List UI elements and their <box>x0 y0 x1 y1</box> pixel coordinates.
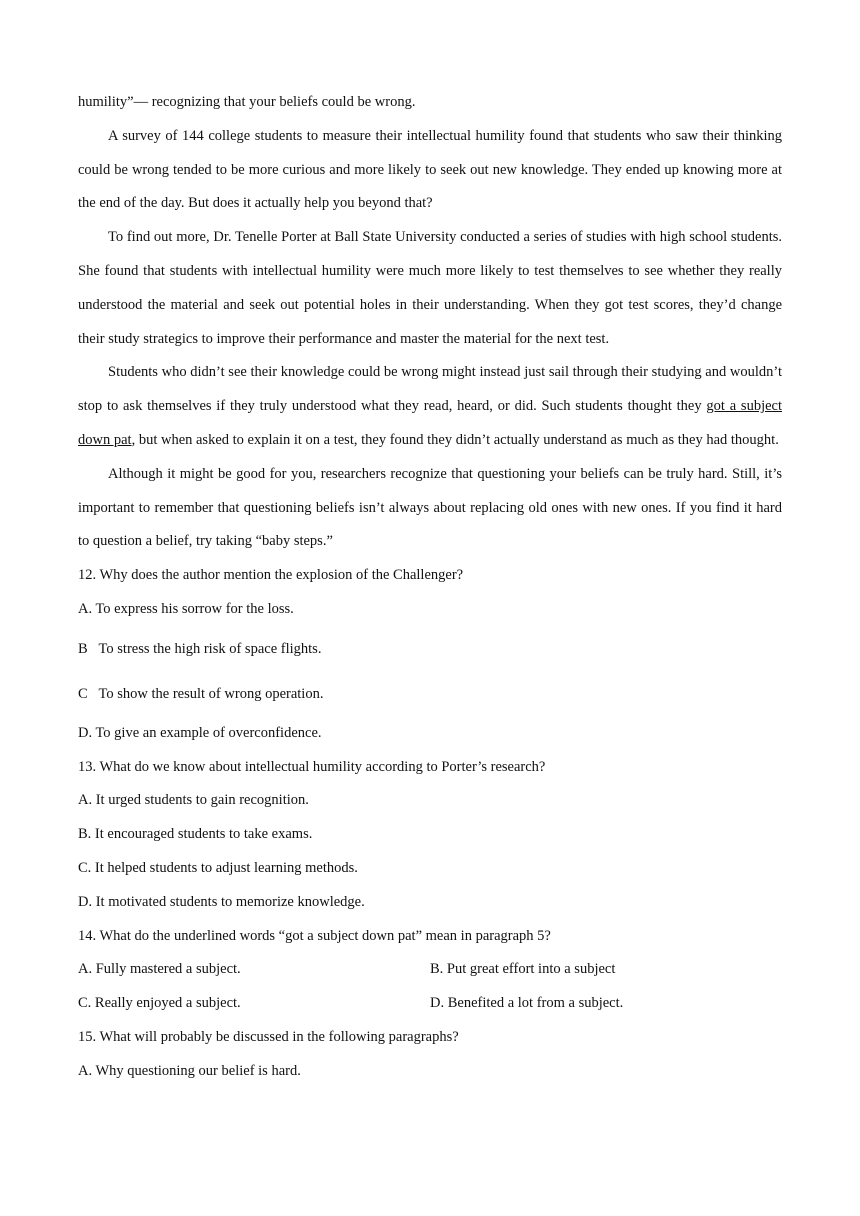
passage-paragraph-1: A survey of 144 college students to measure their intellectual humility found that students who saw their thinking could be wrong tended to be more curious and more likely to seek out new knowledge. They ended up knowing more at the end of the day. But does it actually help you beyond that? <box>78 127 782 212</box>
question-12-option-d: D. To give an example of overconfidence. <box>78 724 322 741</box>
question-14-option-b: B. Put great effort into a subject <box>430 961 616 978</box>
passage-paragraph-2: To find out more, Dr. Tenelle Porter at Ball State University conducted a series of studies with high school students. She found that students with intellectual humility were much more likely to test themselves to see whether they really understood the material and seek out potential holes in their understanding. When they got test scores, they’d change their study strategics to improve their performance and master the material for the next test. <box>78 229 782 347</box>
underlined-phrase: got a subject down pat <box>78 398 782 448</box>
question-14 <box>78 920 782 1021</box>
question-12-option-b: B To stress the high risk of space flights. <box>78 640 322 657</box>
question-12-option-a: A. To express his sorrow for the loss. <box>78 600 294 617</box>
question-12 <box>78 559 782 750</box>
question-15 <box>78 1021 782 1089</box>
question-14-options-row-1 <box>78 953 782 987</box>
question-15-option-a: A. Why questioning our belief is hard. <box>78 1062 301 1079</box>
question-14-option-c: C. Really enjoyed a subject. <box>78 995 241 1012</box>
passage-paragraph-3-text-before: Students who didn’t see their knowledge could be wrong might instead just sail through their studying and wouldn’t stop to ask themselves if they truly understood what they read, heard, or did. Such students thought they <box>78 364 782 415</box>
question-13-option-a: A. It urged students to gain recognition. <box>78 792 309 809</box>
question-13-option-d: D. It motivated students to memorize knowledge. <box>78 893 365 910</box>
question-13-option-c: C. It helped students to adjust learning methods. <box>78 859 358 876</box>
question-12-stem: 12. Why does the author mention the explosion of the Challenger? <box>78 567 464 584</box>
question-13-option-b: B. It encouraged students to take exams. <box>78 826 313 843</box>
question-14-stem: 14. What do the underlined words “got a subject down pat” mean in paragraph 5? <box>78 927 551 944</box>
question-14-options-row-2 <box>78 987 782 1021</box>
passage-paragraph-4: Although it might be good for you, researchers recognize that questioning your beliefs can be truly hard. Still, it’s important to remember that questioning beliefs isn’t always about replacing old ones with new ones. If you find it hard to question a belief, try taking “baby steps.” <box>78 465 782 550</box>
passage-paragraph-3-text-after: , but when asked to explain it on a test, they found they didn’t actually understand as much as they had thought. <box>131 431 779 448</box>
question-12-option-c: C To show the result of wrong operation. <box>78 685 324 702</box>
question-15-stem: 15. What will probably be discussed in the following paragraphs? <box>78 1028 459 1045</box>
passage-paragraph-3 <box>78 356 782 457</box>
document-page <box>78 86 782 1089</box>
question-13 <box>78 751 782 920</box>
passage-paragraph-0: humility”— recognizing that your beliefs could be wrong. <box>78 94 416 110</box>
question-13-stem: 13. What do we know about intellectual humility according to Porter’s research? <box>78 758 546 775</box>
question-14-option-d: D. Benefited a lot from a subject. <box>430 995 624 1012</box>
question-14-option-a: A. Fully mastered a subject. <box>78 961 241 978</box>
